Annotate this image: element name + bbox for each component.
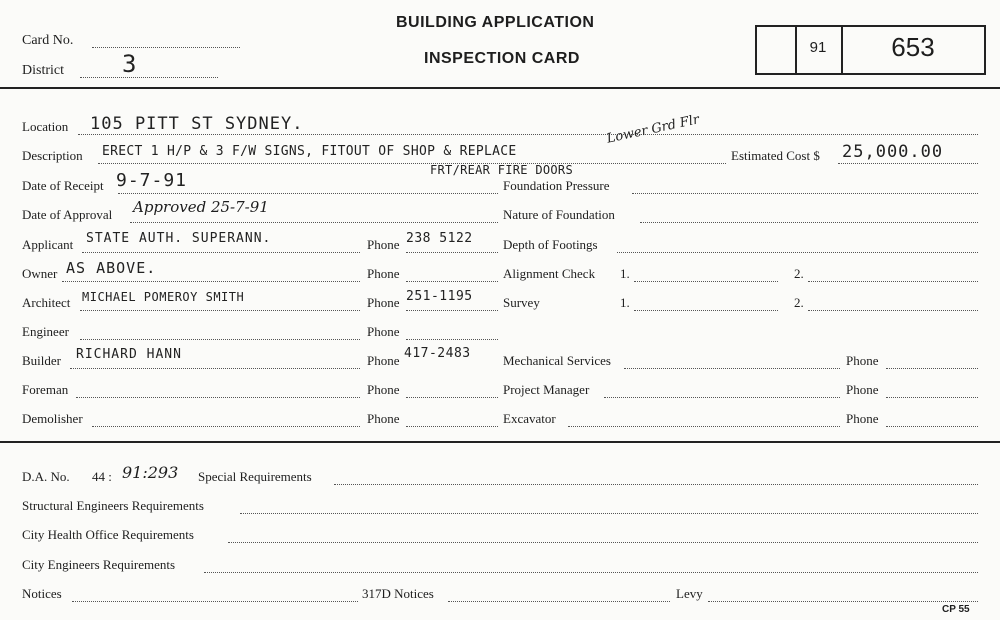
applicant-field: [82, 252, 360, 253]
survey-label: Survey: [503, 295, 540, 310]
structural-label: Structural Engineers Requirements: [22, 498, 204, 513]
architect-phone-field: [406, 310, 498, 311]
district-value: 3: [122, 50, 138, 78]
card-no-field: [92, 47, 240, 48]
description-field: [98, 163, 726, 164]
receipt-label: Date of Receipt: [22, 178, 104, 193]
notices-317d-label: 317D Notices: [362, 586, 434, 601]
approval-value: Approved 25-7-91: [133, 198, 269, 216]
depth-footings-label: Depth of Footings: [503, 237, 598, 252]
district-label: District: [22, 63, 64, 78]
applicant-phone-field: [406, 252, 498, 253]
form-code: CP 55: [942, 604, 970, 615]
alignment-field-2: [808, 281, 978, 282]
architect-label: Architect: [22, 295, 71, 310]
receipt-field: [118, 193, 498, 194]
levy-label: Levy: [676, 586, 703, 601]
estimated-cost-label: Estimated Cost $: [731, 148, 820, 163]
builder-phone: 417-2483: [404, 346, 471, 361]
foreman-label: Foreman: [22, 382, 69, 397]
health-field: [228, 542, 978, 543]
project-manager-phone-label: Phone: [846, 382, 879, 397]
applicant-label: Applicant: [22, 237, 74, 252]
top-rule: [0, 87, 1000, 89]
mechanical-phone-field: [886, 368, 978, 369]
project-manager-phone-field: [886, 397, 978, 398]
foundation-pressure-label: Foundation Pressure: [503, 178, 610, 193]
architect-field: [80, 310, 360, 311]
structural-field: [240, 513, 978, 514]
owner-phone-field: [406, 281, 498, 282]
description-value: ERECT 1 H/P & 3 F/W SIGNS, FITOUT OF SHOP & REPLACE: [102, 144, 517, 159]
nature-foundation-field: [640, 222, 978, 223]
demolisher-phone-label: Phone: [367, 411, 400, 426]
architect-phone-label: Phone: [367, 295, 400, 310]
builder-label: Builder: [22, 353, 61, 368]
levy-field: [708, 601, 978, 602]
builder-field: [70, 368, 360, 369]
alignment-field-1: [634, 281, 778, 282]
alignment-check-label: Alignment Check: [503, 266, 596, 281]
applicant-phone: 238 5122: [406, 231, 473, 246]
special-field: [334, 484, 978, 485]
approval-field: [130, 222, 498, 223]
foreman-phone-label: Phone: [367, 382, 400, 397]
engineer-phone-field: [406, 339, 498, 340]
mechanical-label: Mechanical Services: [503, 353, 611, 368]
excavator-field: [568, 426, 840, 427]
foundation-pressure-field: [632, 193, 978, 194]
da-value: 91:293: [122, 463, 179, 482]
location-label: Location: [22, 119, 69, 134]
excavator-label: Excavator: [503, 411, 556, 426]
description-label: Description: [22, 148, 83, 163]
box-number: 653: [891, 32, 935, 62]
location-value: 105 PITT ST SYDNEY.: [90, 114, 304, 134]
engineer-field: [80, 339, 360, 340]
excavator-phone-label: Phone: [846, 411, 879, 426]
description-line2: FRT/REAR FIRE DOORS: [430, 163, 573, 177]
special-label: Special Requirements: [198, 469, 312, 484]
foreman-field: [76, 397, 360, 398]
alignment-num-1: 1.: [620, 266, 630, 281]
city-eng-field: [204, 572, 978, 573]
location-field: [78, 134, 978, 135]
builder-value: RICHARD HANN: [76, 347, 182, 362]
notices-field: [72, 601, 358, 602]
engineer-label: Engineer: [22, 324, 69, 339]
demolisher-phone-field: [406, 426, 498, 427]
health-label: City Health Office Requirements: [22, 527, 194, 542]
district-field: [80, 77, 218, 78]
nature-foundation-label: Nature of Foundation: [503, 207, 615, 222]
box-year: 91: [809, 39, 827, 56]
title-line2: INSPECTION CARD: [424, 50, 580, 67]
builder-phone-label: Phone: [367, 353, 400, 368]
depth-footings-field: [617, 252, 978, 253]
notices-label: Notices: [22, 586, 62, 601]
survey-field-1: [634, 310, 778, 311]
architect-value: MICHAEL POMEROY SMITH: [82, 290, 245, 304]
notices-317d-field: [448, 601, 670, 602]
city-eng-label: City Engineers Requirements: [22, 557, 176, 572]
title-line1: BUILDING APPLICATION: [396, 14, 595, 31]
alignment-num-2: 2.: [794, 266, 804, 281]
owner-field: [62, 281, 360, 282]
excavator-phone-field: [886, 426, 978, 427]
architect-phone: 251-1195: [406, 289, 473, 304]
mechanical-field: [624, 368, 840, 369]
survey-num-2: 2.: [794, 295, 804, 310]
owner-value: AS ABOVE.: [66, 259, 157, 277]
card-no-label: Card No.: [22, 33, 74, 48]
project-manager-field: [604, 397, 840, 398]
owner-label: Owner: [22, 266, 58, 281]
applicant-phone-label: Phone: [367, 237, 400, 252]
engineer-phone-label: Phone: [367, 324, 400, 339]
receipt-value: 9-7-91: [116, 170, 188, 191]
approval-label: Date of Approval: [22, 207, 113, 222]
survey-num-1: 1.: [620, 295, 630, 310]
description-insert: Lower Grd Flr: [605, 112, 701, 147]
demolisher-label: Demolisher: [22, 411, 83, 426]
owner-phone-label: Phone: [367, 266, 400, 281]
survey-field-2: [808, 310, 978, 311]
da-prefix: 44 :: [92, 469, 112, 484]
middle-rule: [0, 441, 1000, 443]
mechanical-phone-label: Phone: [846, 353, 879, 368]
da-label: D.A. No.: [22, 469, 70, 484]
foreman-phone-field: [406, 397, 498, 398]
demolisher-field: [92, 426, 360, 427]
applicant-value: STATE AUTH. SUPERANN.: [86, 231, 272, 246]
project-manager-label: Project Manager: [503, 382, 590, 397]
estimated-cost-field: [838, 163, 978, 164]
estimated-cost-value: 25,000.00: [842, 142, 944, 162]
